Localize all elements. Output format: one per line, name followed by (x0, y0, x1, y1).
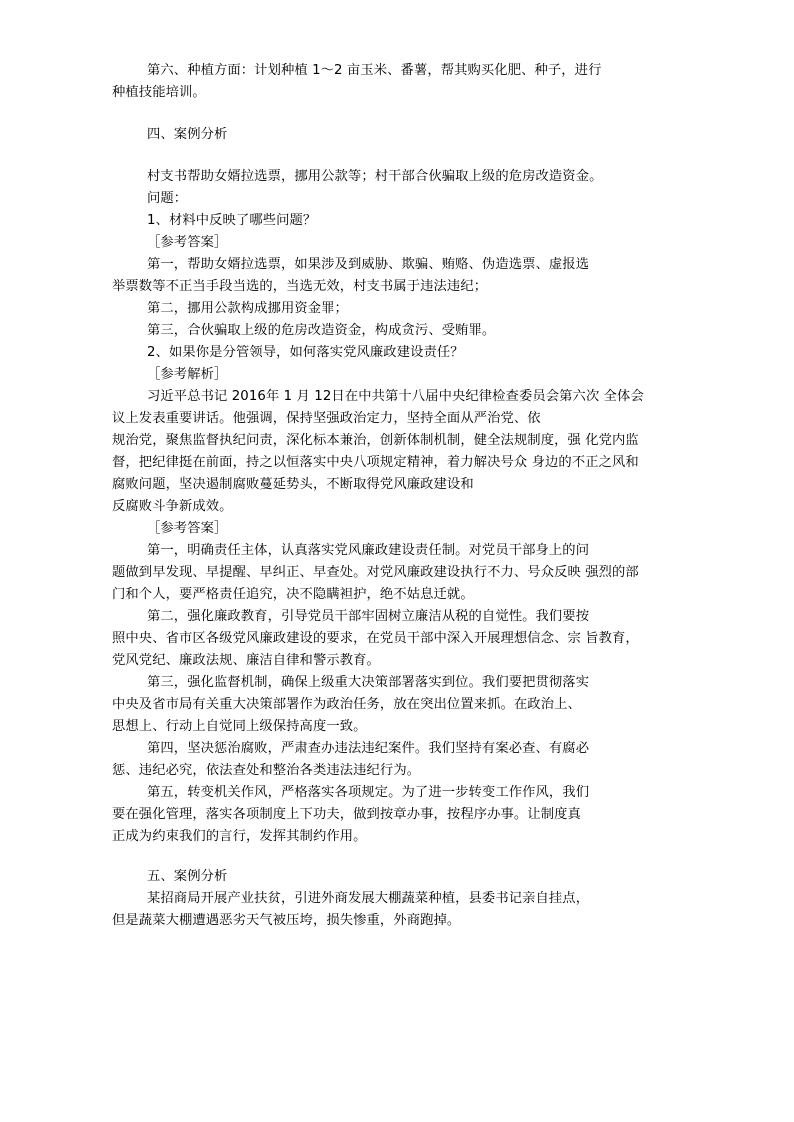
text-line: 但是蔬菜大棚遭遇恶劣天气被压垮，损失惨重，外商跑掉。 (112, 913, 461, 928)
text-line: 腐败问题，坚决遏制腐败蔓延势头，不断取得党风廉政建设和 (112, 477, 474, 492)
text-line: 第三，合伙骗取上级的危房改造资金，构成贪污、受贿罪。 (147, 323, 496, 338)
text-line: 党风党纪、廉政法规、廉洁自律和警示教育。 (112, 653, 380, 668)
text-line: 思想上、行动上自觉同上级保持高度一致。 (112, 719, 367, 734)
text-line: 某招商局开展产业扶贫，引进外商发展大棚蔬菜种植，县委书记亲自挂点， (147, 891, 590, 906)
text-line: 门和个人，要严格责任追究，决不隐瞒袒护，绝不姑息迁就。 (112, 587, 474, 602)
question-line: 2、如果你是分管领导，如何落实党风廉政建设责任？ (147, 345, 464, 360)
text-line: 题做到早发现、早提醒、早纠正、早查处。对党风廉政建设执行不力、号众反映 强烈的部 (112, 565, 639, 580)
text-line: 议上发表重要讲话。他强调，保持坚强政治定力，坚持全面从严治党、依 (112, 411, 541, 426)
text-line: 规治党，聚焦监督执纪问责，深化标本兼治，创新体制机制，健全法规制度，强 化党内监 (112, 433, 639, 448)
text-line: 第二，挪用公款构成挪用资金罪； (147, 301, 348, 316)
text-line: 中央及省市局有关重大决策部署作为政治任务，放在突出位置来抓。在政治上、 (112, 697, 581, 712)
question-line: 1、材料中反映了哪些问题？ (147, 213, 317, 228)
text-line: 反腐败斗争新成效。 (112, 499, 233, 514)
text-line: 举票数等不正当手段当选的，当选无效，村支书属于违法违纪； (112, 279, 488, 294)
text-line: 要在强化管理，落实各项制度上下功夫，做到按章办事，按程序办事。让制度真 (112, 807, 581, 822)
text-line: 照中央、省市区各级党风廉政建设的要求，在党员干部中深入开展理想信念、宗 旨教育， (112, 631, 639, 646)
text-line: 第一，帮助女婿拉选票，如果涉及到威胁、欺骗、贿赂、伪造选票、虚报选 (147, 257, 590, 272)
text-line: 督，把纪律挺在前面，持之以恒落实中央八项规定精神，着力解决号众 身边的不正之风和 (112, 455, 639, 470)
text-line: 第一，明确责任主体，认真落实党风廉政建设责任制。对党员干部身上的问 (147, 543, 590, 558)
reference-label: ［参考解析］ (147, 367, 228, 382)
section-heading: 四、案例分析 (147, 127, 228, 142)
text-line: 第二，强化廉政教育，引导党员干部牢固树立廉洁从税的自觉性。我们要按 (147, 609, 590, 624)
text-line: 第四，坚决惩治腐败，严肃查办违法违纪案件。我们坚持有案必查、有腐必 (147, 741, 590, 756)
text-line: 第三，强化监督机制，确保上级重大决策部署落实到位。我们要把贯彻落实 (147, 675, 590, 690)
text-line: 第五，转变机关作风，严格落实各项规定。为了进一步转变工作作风，我们 (147, 785, 590, 800)
section-heading: 五、案例分析 (147, 869, 228, 884)
text-line: 惩、违纪必究，依法查处和整治各类违法违纪行为。 (112, 763, 421, 778)
text-line: 第六、种植方面：计划种植 1～2 亩玉米、番薯，帮其购买化肥、种子，进行 (147, 63, 602, 78)
text-line: 问题： (147, 191, 188, 206)
text-line: 村支书帮助女婿拉选票，挪用公款等；村干部合伙骗取上级的危房改造资金。 (147, 169, 603, 184)
text-line: 正成为约束我们的言行，发挥其制约作用。 (112, 829, 367, 844)
text-line: 种植技能培训。 (112, 85, 206, 100)
text-line: 习近平总书记 2016年 1 月 12日在中共第十八届中央纪律检查委员会第六次 全体会 (147, 389, 644, 404)
reference-label: ［参考答案］ (147, 521, 228, 536)
reference-label: ［参考答案］ (147, 235, 228, 250)
